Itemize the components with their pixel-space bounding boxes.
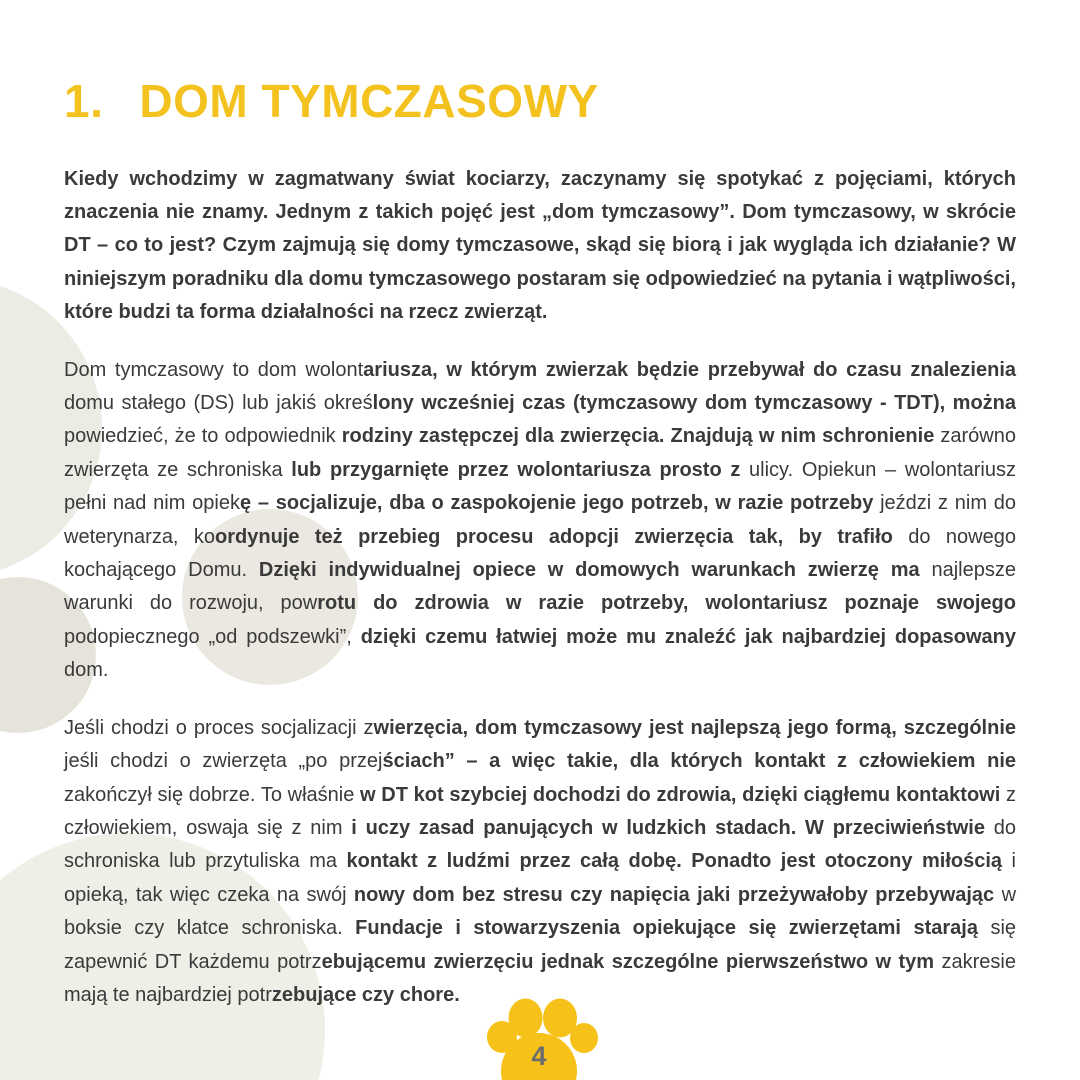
- page-footer: [486, 997, 598, 1080]
- text-run: zakończył się dobrze. To właśnie: [64, 783, 361, 806]
- bold-text-run: lub przygarnięte przez wolontariusza prosto z: [291, 458, 750, 481]
- bold-text-run: wierzęcia, dom tymczasowy jest najlepszą jego formą, szczególnie: [373, 716, 1016, 739]
- bold-text-run: dzięki czemu łatwiej może mu znaleźć jak najbardziej dopasowany: [360, 625, 1016, 648]
- bold-text-run: ariusza, w którym zwierzak będzie przebywał do czasu znalezienia: [363, 358, 1016, 381]
- bold-text-run: lony wcześniej czas (tymczasowy dom tymczasowy - TDT), można: [372, 392, 1017, 415]
- section-number: 1.: [64, 75, 104, 127]
- paragraph-definition: [64, 354, 1016, 688]
- bold-text-run: Fundacje i stowarzyszenia opiekujące się zwierzętami starają: [355, 917, 991, 940]
- text-run: najlepsze warunki do rozwoju, pow: [64, 559, 1016, 615]
- page-content: [64, 76, 1016, 1012]
- text-run: podopiecznego „od podszewki”,: [64, 625, 361, 648]
- text-run: się zapewnić DT każdemu potrz: [64, 917, 1017, 973]
- section-title-text: DOM TYMCZASOWY: [139, 75, 599, 127]
- text-run: ulicy. Opiekun – wolontariusz pełni nad nim opiek: [64, 458, 1016, 515]
- text-run: i opieką, tak więc czeka na swój: [64, 850, 1016, 906]
- text-run: jeśli chodzi o zwierzęta „po przej: [64, 750, 383, 773]
- bold-text-run: ebującemu zwierzęciu jednak szczególne pierwszeństwo w tym: [321, 950, 942, 973]
- text-run: Jeśli chodzi o proces socjalizacji z: [64, 716, 374, 739]
- bold-text-run: kontakt z ludźmi przez całą dobę. Ponadto jest otoczony miłością: [346, 850, 1012, 873]
- bold-text-run: nowy dom bez stresu czy napięcia jaki przeżywałoby przebywając: [353, 883, 1002, 906]
- text-run: do schroniska lub przytuliska ma: [64, 816, 1016, 873]
- text-run: jeździ z nim do weterynarza, ko: [64, 492, 1016, 548]
- bold-text-run: rodziny zastępczej dla zwierzęcia. Znajdują w nim schronienie: [341, 425, 941, 448]
- text-run: zarówno zwierzęta ze schroniska: [64, 425, 1016, 481]
- bold-text-run: ordynuje też przebieg procesu adopcji zwierzęcia tak, by trafiło: [215, 525, 909, 548]
- text-run: w boksie czy klatce schroniska.: [64, 883, 1017, 940]
- bold-text-run: i uczy zasad panujących w ludzkich stadach. W przeciwieństwie: [351, 816, 994, 839]
- bold-text-run: rotu do zdrowia w razie potrzeby, wolontariusz poznaje swojego: [317, 592, 1016, 615]
- bold-text-run: w DT kot szybciej dochodzi do zdrowia, dzięki ciągłemu kontaktowi: [360, 783, 1006, 806]
- text-run: zakresie mają te najbardziej potr: [64, 950, 1016, 1006]
- text-run: Dom tymczasowy to dom wolont: [64, 358, 364, 381]
- bold-text-run: zebujące czy chore.: [271, 983, 460, 1006]
- text-run: z człowiekiem, oswaja się z nim: [64, 783, 1016, 839]
- text-run: Kiedy wchodzimy w zagmatwany świat kociarzy, zaczynamy się spotykać z pojęciami, których znaczenia nie znamy. Jednym z takich pojęć jest „dom tymczasowy”. Dom tymczasowy, w skrócie DT – co to jest? Czym zajmują się domy tymczasowe, skąd się biorą i jak wygląda ich działanie? W niniejszym poradniku dla domu tymczasowego postaram się odpowiedzieć na pytania i wątpliwości, które budzi ta forma działalności na rzecz zwierząt.: [64, 167, 1016, 324]
- text-run: domu stałego (DS) lub jakiś okreś: [64, 392, 373, 415]
- page-number: 4: [531, 1041, 547, 1071]
- bold-text-run: Dzięki indywidualnej opiece w domowych warunkach zwierzę ma: [258, 559, 932, 582]
- text-run: dom.: [64, 659, 109, 682]
- paragraph-socialization: [64, 712, 1016, 1013]
- bold-text-run: ę – socjalizuje, dba o zaspokojenie jego potrzeb, w razie potrzeby: [239, 492, 881, 515]
- paragraph-intro: [64, 163, 1016, 330]
- text-run: do nowego kochającego Domu.: [64, 525, 1016, 582]
- page-title: [64, 76, 1016, 127]
- bold-text-run: ściach” – a więc takie, dla których kontakt z człowiekiem nie: [382, 750, 1016, 773]
- text-run: powiedzieć, że to odpowiednik: [64, 425, 342, 448]
